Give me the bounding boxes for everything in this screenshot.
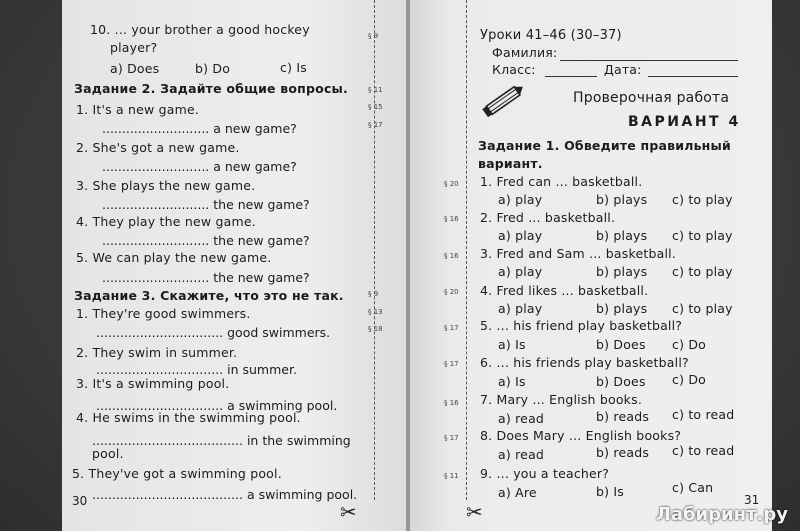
q1-option-c[interactable]: c) to play <box>672 192 733 207</box>
question-5: 5. ... his friend play basketball? <box>480 318 683 333</box>
section-ref: § 17 <box>444 324 459 332</box>
section-ref: § 11 <box>368 86 383 94</box>
task3-blank-4-cont: pool. <box>92 446 124 461</box>
task2-item-3: 3. She plays the new game. <box>76 178 256 193</box>
task3-blank-3: ................................ a swimming pool. <box>96 398 338 413</box>
q3-option-a[interactable]: a) play <box>498 264 543 279</box>
class-field[interactable] <box>545 76 597 77</box>
task2-blank-1: ........................... a new game? <box>102 121 297 136</box>
lessons-range: Уроки 41–46 (30–37) <box>480 28 622 43</box>
question-3: 3. Fred and Sam ... basketball. <box>480 246 676 261</box>
cut-line-left <box>374 0 375 500</box>
q10-line2: player? <box>110 40 158 55</box>
q7-option-c[interactable]: c) to read <box>672 407 735 422</box>
q6-option-c[interactable]: c) Do <box>672 372 706 387</box>
q6-option-a[interactable]: a) Is <box>498 374 526 389</box>
q8-option-b[interactable]: b) reads <box>596 445 650 460</box>
surname-label: Фамилия: <box>492 45 558 60</box>
task1-heading-line2: вариант. <box>478 156 543 171</box>
q5-option-b[interactable]: b) Does <box>596 337 646 352</box>
section-ref: § 16 <box>444 399 459 407</box>
scissors-icon: ✂ <box>466 500 483 524</box>
q10-option-c: c) Is <box>280 60 307 75</box>
task2-blank-5: ........................... the new game? <box>102 270 310 285</box>
section-ref: § 20 <box>444 288 459 296</box>
q4-option-b[interactable]: b) plays <box>596 301 648 316</box>
q10-line1: 10. ... your brother a good hockey <box>90 22 310 37</box>
task2-item-4: 4. They play the new game. <box>76 214 256 229</box>
section-ref: § 9 <box>368 32 379 40</box>
question-6: 6. ... his friends play basketball? <box>480 355 689 370</box>
question-7: 7. Mary ... English books. <box>480 392 643 407</box>
q1-option-a[interactable]: a) play <box>498 192 543 207</box>
task3-blank-2: ................................ in summer. <box>96 362 297 377</box>
task3-blank-5: ...................................... a swimming pool. <box>92 487 358 502</box>
task2-blank-2: ........................... a new game? <box>102 159 297 174</box>
task3-item-1: 1. They're good swimmers. <box>76 306 251 321</box>
class-label: Класс: <box>492 62 536 77</box>
q7-option-a[interactable]: a) read <box>498 411 545 426</box>
q2-option-a[interactable]: a) play <box>498 228 543 243</box>
section-ref: § 16 <box>444 252 459 260</box>
section-ref: § 16 <box>444 215 459 223</box>
q10-option-b: b) Do <box>195 61 231 76</box>
task3-blank-4: ...................................... in the swimming <box>92 433 351 448</box>
question-1: 1. Fred can ... basketball. <box>480 174 643 189</box>
section-ref: § 17 <box>444 434 459 442</box>
q9-option-a[interactable]: a) Are <box>498 485 537 500</box>
pen-icon <box>480 82 528 118</box>
task2-blank-3: ........................... the new game? <box>102 197 310 212</box>
task2-item-5: 5. We can play the new game. <box>76 250 272 265</box>
q8-option-c[interactable]: c) to read <box>672 443 735 458</box>
q2-option-b[interactable]: b) plays <box>596 228 648 243</box>
question-8: 8. Does Mary ... English books? <box>480 428 682 443</box>
question-2: 2. Fred ... basketball. <box>480 210 616 225</box>
section-ref: § 18 <box>368 325 383 333</box>
task3-item-3: 3. It's a swimming pool. <box>76 376 230 391</box>
section-ref: § 13 <box>368 308 383 316</box>
q10-option-a: a) Does <box>110 61 160 76</box>
q5-option-c[interactable]: c) Do <box>672 337 706 352</box>
task3-item-5: 5. They've got a swimming pool. <box>72 466 282 481</box>
date-field[interactable] <box>648 76 738 77</box>
variant-heading: ВАРИАНТ 4 <box>628 114 741 130</box>
q6-option-b[interactable]: b) Does <box>596 374 646 389</box>
date-label: Дата: <box>604 62 642 77</box>
task2-item-1: 1. It's a new game. <box>76 102 200 117</box>
scissors-icon: ✂ <box>340 500 357 524</box>
section-ref: § 17 <box>368 121 383 129</box>
q8-option-a[interactable]: a) read <box>498 447 545 462</box>
q4-option-a[interactable]: a) play <box>498 301 543 316</box>
task2-item-2: 2. She's got a new game. <box>76 140 240 155</box>
left-page <box>62 0 406 531</box>
task1-heading-line1: Задание 1. Обведите правильный <box>478 138 731 153</box>
watermark: Лабиринт.ру <box>655 504 788 525</box>
question-4: 4. Fred likes ... basketball. <box>480 283 649 298</box>
q7-option-b[interactable]: b) reads <box>596 409 650 424</box>
section-ref: § 9 <box>368 290 379 298</box>
task2-blank-4: ........................... the new game? <box>102 233 310 248</box>
task3-heading: Задание 3. Скажите, что это не так. <box>74 288 344 303</box>
question-9: 9. ... you a teacher? <box>480 466 610 481</box>
task3-item-2: 2. They swim in summer. <box>76 345 238 360</box>
task3-blank-1: ................................ good swimmers. <box>96 325 331 340</box>
q5-option-a[interactable]: a) Is <box>498 337 526 352</box>
section-ref: § 15 <box>368 103 383 111</box>
q3-option-c[interactable]: c) to play <box>672 264 733 279</box>
task2-heading: Задание 2. Задайте общие вопросы. <box>74 81 349 96</box>
test-title: Проверочная работа <box>573 90 730 106</box>
section-ref: § 17 <box>444 360 459 368</box>
q9-option-b[interactable]: b) Is <box>596 484 624 499</box>
section-ref: § 11 <box>444 472 459 480</box>
right-page <box>410 0 772 531</box>
q9-option-c[interactable]: c) Can <box>672 480 714 495</box>
section-ref: § 20 <box>444 180 459 188</box>
q2-option-c[interactable]: c) to play <box>672 228 733 243</box>
page-number-left: 30 <box>72 494 88 508</box>
surname-field[interactable] <box>560 60 738 61</box>
q1-option-b[interactable]: b) plays <box>596 192 648 207</box>
task3-item-4: 4. He swims in the swimming pool. <box>76 410 301 425</box>
q4-option-c[interactable]: c) to play <box>672 301 733 316</box>
cut-line-right <box>466 0 467 500</box>
q3-option-b[interactable]: b) plays <box>596 264 648 279</box>
page-number-right: 31 <box>744 493 760 507</box>
